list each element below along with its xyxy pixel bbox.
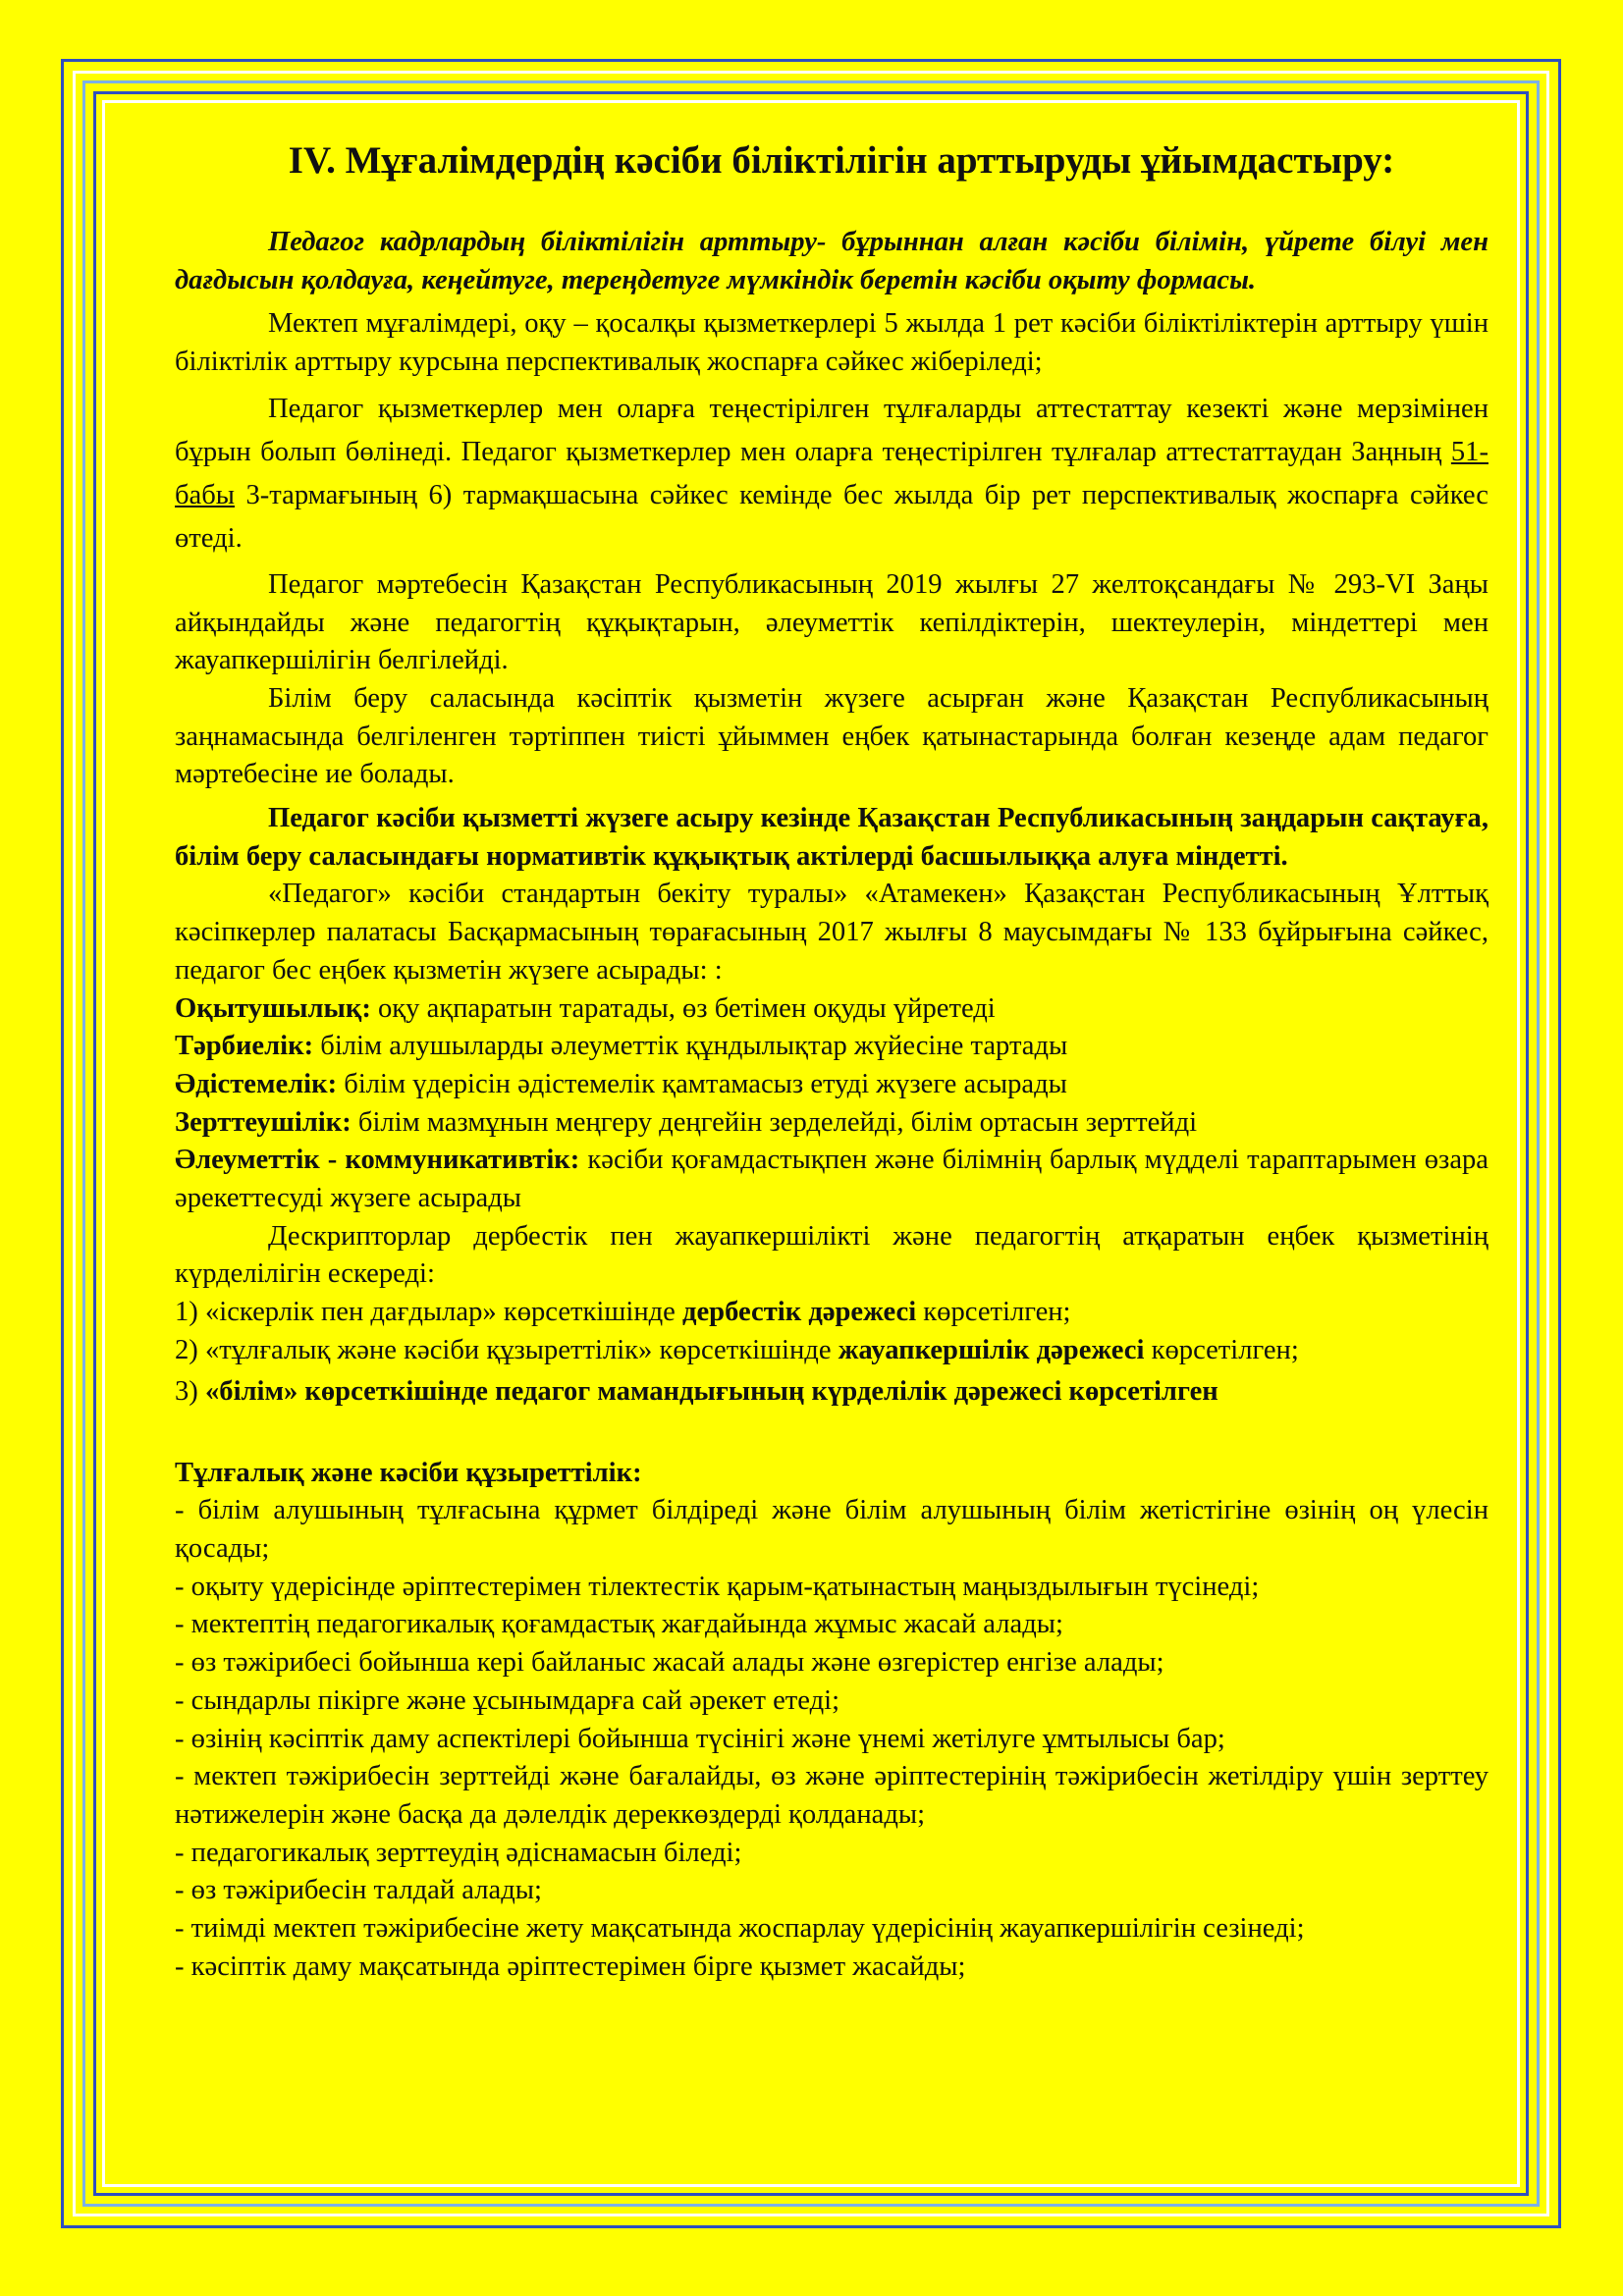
descriptor-text: 1) «іскерлік пен дағдылар» көрсеткішінде xyxy=(175,1297,683,1328)
competence-item: - мектеп тәжірибесін зерттейді және бағалайды, өз және әріптестерінің тәжірибесін жетілдіру үшін зерттеу нәтижелерін және басқа да дәлелдік дереккөздерді қолданады; xyxy=(175,1761,1488,1830)
function-label: Тәрбиелік: xyxy=(175,1031,314,1062)
competence-item: - мектептің педагогикалық қоғамдастық жағдайында жұмыс жасай алады; xyxy=(175,1609,1063,1640)
function-text: білім мазмұнын меңгеру деңгейін зерделейді, білім ортасын зерттейді xyxy=(351,1106,1198,1138)
document-body xyxy=(175,137,1488,1986)
paragraph-status-law: Педагог мәртебесін Қазақстан Республикасының 2019 жылғы 27 желтоқсандағы № 293-VI Заңы айқындайды және педагогтің құқықтарын, әлеуметтік кепілдіктерін, шектеулерін, міндеттері мен жауапкершілігін белгілейді. xyxy=(175,568,1488,676)
paragraph-status: Білім беру саласында кәсіптік қызметін жүзеге асырған және Қазақстан Республикасының заңнамасында белгіленген тәртіппен тиісті ұйыммен еңбек қатынастарында болған кезеңде адам педагог мәртебесіне ие болады. xyxy=(175,682,1488,790)
paragraph-attestation-text: Педагог қызметкерлер мен оларға теңестірілген тұлғаларды аттестаттау кезекті және мерзімінен бұрын болып бөлінеді. Педагог қызметкерлер мен оларға теңестірілген тұлғалар аттестаттаудан Заңның xyxy=(175,393,1488,467)
law-article-link[interactable]: 51-бабы xyxy=(175,436,1488,510)
competence-item: - өзінің кәсіптік даму аспектілері бойынша түсінігі және үнемі жетілуге ұмтылысы бар; xyxy=(175,1723,1225,1754)
descriptor-text: 3) xyxy=(175,1375,205,1407)
competence-item: - сындарлы пікірге және ұсынымдарға сай әрекет етеді; xyxy=(175,1684,840,1716)
descriptor-text-end: көрсетілген; xyxy=(1144,1334,1299,1365)
descriptor-bold: жауапкершілік дәрежесі xyxy=(838,1334,1145,1365)
function-text: оқу ақпаратын таратады, өз бетімен оқуды үйретеді xyxy=(370,992,996,1024)
function-text: кәсіби қоғамдастықпен және білімнің барлық мүдделі тараптарымен өзара әрекеттесуді жүзеге асырады xyxy=(175,1145,1488,1214)
descriptor-bold: «білім» көрсеткішінде педагог мамандығының күрделілік дәрежесі көрсетілген xyxy=(204,1375,1218,1407)
function-item xyxy=(175,1028,1488,1066)
function-label: Әлеуметтік - коммуникативтік: xyxy=(175,1145,580,1176)
paragraph-courses: Мектеп мұғалімдері, оқу – қосалқы қызметкерлері 5 жылда 1 рет кәсіби біліктіліктерін арттыру үшін біліктілік арттыру курсына перспективалық жоспарға сәйкес жіберіледі; xyxy=(175,308,1488,378)
descriptor-item xyxy=(175,1370,1488,1414)
function-label: Зерттеушілік: xyxy=(175,1106,352,1138)
function-label: Оқытушылық: xyxy=(175,992,371,1024)
function-label: Әдістемелік: xyxy=(175,1068,338,1099)
page-title: IV. Мұғалімдердің кәсіби біліктілігін арттыруды ұйымдастыру: xyxy=(288,139,1395,182)
function-item xyxy=(175,1142,1488,1217)
descriptor-text-end: көрсетілген; xyxy=(916,1297,1071,1328)
descriptor-item xyxy=(175,1294,1488,1332)
function-text: білім үдерісін әдістемелік қамтамасыз етуді жүзеге асырады xyxy=(337,1068,1067,1099)
descriptor-item xyxy=(175,1332,1488,1370)
paragraph-attestation-text-end: 3-тармағының 6) тармақшасына сәйкес кемінде бес жылда бір рет перспективалық жоспарға сәйкес өтеді. xyxy=(175,479,1488,554)
paragraph-standard: «Педагог» кәсіби стандартын бекіту туралы» «Атамекен» Қазақстан Республикасының Ұлттық кәсіпкерлер палатасы Басқармасының төрағасының 2017 жылғы 8 маусымдағы № 133 бұйрығына сәйкес, педагог бес еңбек қызметін жүзеге асырады: : xyxy=(175,879,1488,986)
competence-item: - оқыту үдерісінде әріптестерімен тілектестік қарым-қатынастың маңыздылығын түсінеді; xyxy=(175,1571,1260,1602)
descriptor-bold: дербестік дәрежесі xyxy=(682,1297,917,1328)
function-item xyxy=(175,1066,1488,1104)
intro-paragraph: Педагог кадрлардың біліктілігін арттыру- бұрыннан алған кәсіби білімін, үйрете білуі мен дағдысын қолдауға, кеңейтуге, тереңдетуге мүмкіндік беретін кәсіби оқыту формасы. xyxy=(175,227,1488,295)
paragraph-duty: Педагог кәсіби қызметті жүзеге асыру кезінде Қазақстан Республикасының заңдарын сақтауға, білім беру саласындағы нормативтік құқықтық актілерді басшылыққа алуға міндетті. xyxy=(175,803,1488,872)
function-text: білім алушыларды әлеуметтік құндылықтар жүйесіне тартады xyxy=(313,1031,1068,1062)
competence-item: - тиімді мектеп тәжірибесіне жету мақсатында жоспарлау үдерісінің жауапкершілігін сезінеді; xyxy=(175,1913,1305,1945)
function-item xyxy=(175,1104,1488,1143)
competence-item: - педагогикалық зерттеудің әдіснамасын біледі; xyxy=(175,1837,742,1868)
competence-item: - өз тәжірибесі бойынша кері байланыс жасай алады және өзгерістер енгізе алады; xyxy=(175,1647,1164,1679)
paragraph-attestation xyxy=(175,388,1488,561)
paragraph-descriptors: Дескрипторлар дербестік пен жауапкершілікті және педагогтің атқаратын еңбек қызметінің күрделілігін ескереді: xyxy=(175,1220,1488,1290)
competence-item: - кәсіптік даму мақсатында әріптестерімен бірге қызмет жасайды; xyxy=(175,1950,966,1982)
competence-heading: Тұлғалық және кәсіби құзыреттілік: xyxy=(175,1457,642,1488)
descriptor-text: 2) «тұлғалық және кәсіби құзыреттілік» көрсеткішінде xyxy=(175,1334,839,1365)
competence-item: - өз тәжірибесін талдай алады; xyxy=(175,1875,542,1906)
competence-item: - білім алушының тұлғасына құрмет білдіреді және білім алушының білім жетістігіне өзінің оң үлесін қосады; xyxy=(175,1495,1488,1564)
function-item xyxy=(175,990,1488,1029)
